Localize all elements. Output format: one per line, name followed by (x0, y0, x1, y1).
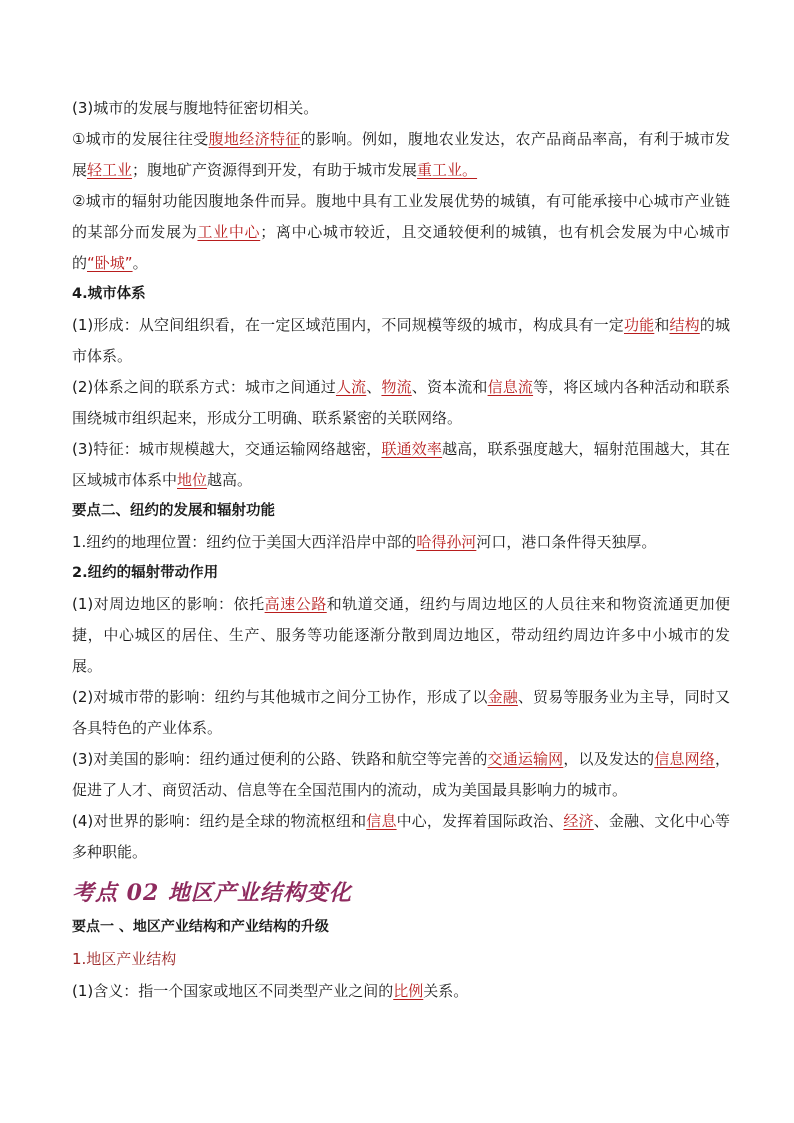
text-segment: 中心，发挥着国际政治、 (396, 812, 564, 830)
text-segment: ；腹地矿产资源得到开发，有助于城市发展 (132, 161, 418, 179)
fill-blank-answer: 高速公路 (264, 595, 327, 613)
fill-blank-answer: 联通效率 (381, 440, 443, 458)
fill-blank-answer: 腹地经济特征 (208, 130, 301, 148)
fill-blank-answer: 信息 (366, 812, 397, 830)
fill-blank-answer: 交通运输网 (487, 750, 564, 768)
text-segment: 、 (366, 378, 382, 396)
fill-blank-answer: 功能 (623, 316, 655, 334)
fill-blank-answer: 地位 (177, 471, 208, 489)
text-segment: ，以及发达的 (563, 750, 655, 768)
text-segment: 考点 02 地区产业结构变化 (72, 880, 352, 906)
text-segment: 关系。 (423, 982, 469, 1000)
paragraph (72, 434, 730, 496)
fill-blank-answer: 比例 (393, 982, 424, 1000)
text-segment: 要点一 、地区产业结构和产业结构的升级 (72, 919, 329, 935)
fill-blank-answer: “卧城” (87, 254, 133, 272)
fill-blank-answer: 信息网络 (654, 750, 715, 768)
text-segment: 、资本流和 (411, 378, 488, 396)
text-segment: (2)对城市带的影响：纽约与其他城市之间分工协作，形成了以 (72, 688, 488, 706)
text-segment: 的城市体系。 (72, 316, 730, 365)
text-segment: 河口，港口条件得天独厚。 (476, 533, 657, 551)
text-segment: (3)城市的发展与腹地特征密切相关。 (72, 99, 319, 117)
paragraph (72, 186, 730, 279)
subheading (72, 912, 730, 942)
text-segment: (1)形成：从空间组织看，在一定区域范围内，不同规模等级的城市，构成具有一定 (72, 316, 624, 334)
text-segment: 越高，联系强度越大，辐射范围越大，其在区域城市体系中 (72, 440, 730, 489)
paragraph (72, 124, 730, 186)
fill-blank-answer: 重工业。 (417, 161, 478, 179)
text-segment: 4.城市体系 (72, 286, 146, 302)
text-segment: 要点二、纽约的发展和辐射功能 (72, 503, 275, 519)
fill-blank-answer: 结构 (669, 316, 700, 334)
text-segment: (2)体系之间的联系方式：城市之间通过 (72, 378, 336, 396)
paragraph (72, 93, 730, 124)
red-heading (72, 942, 730, 976)
text-segment: 1.地区产业结构 (72, 950, 177, 968)
fill-blank-answer: 经济 (563, 812, 594, 830)
text-segment: 2.纽约的辐射带动作用 (72, 565, 219, 581)
section-title (72, 876, 730, 910)
fill-blank-answer: 信息流 (487, 378, 534, 396)
text-segment: ；离中心城市较近，且交通较便利的城镇，也有机会发展为中心城市的 (72, 223, 730, 272)
fill-blank-answer: 金融 (487, 688, 518, 706)
fill-blank-answer: 哈得孙河 (416, 533, 477, 551)
text-segment: (4)对世界的影响：纽约是全球的物流枢纽和 (72, 812, 367, 830)
text-segment: 、贸易等服务业为主导，同时又各具特色的产业体系。 (72, 688, 730, 737)
bold-heading (72, 558, 730, 589)
text-segment: 。 (132, 254, 148, 272)
text-segment: ②城市的辐射功能因腹地条件而异。腹地中具有工业发展优势的城镇，有可能承接中心城市产业链的某部分而发展为 (72, 192, 730, 241)
text-segment: 和轨道交通，纽约与周边地区的人员往来和物资流通更加便捷，中心城区的居住、生产、服务等功能逐渐分散到周边地区，带动纽约周边许多中小城市的发展。 (72, 595, 730, 675)
paragraph (72, 372, 730, 434)
fill-blank-answer: 人流 (335, 378, 367, 396)
fill-blank-answer: 轻工业 (87, 161, 133, 179)
fill-blank-answer: 物流 (381, 378, 412, 396)
paragraph (72, 589, 730, 682)
paragraph (72, 682, 730, 744)
bold-heading (72, 496, 730, 527)
text-segment: (1)对周边地区的影响：依托 (72, 595, 265, 613)
text-segment: (3)特征：城市规模越大，交通运输网络越密， (72, 440, 382, 458)
paragraph (72, 310, 730, 372)
text-segment: 的影响。例如，腹地农业发达，农产品商品率高，有利于城市发展 (72, 130, 730, 179)
paragraph (72, 744, 730, 806)
text-segment: 1.纽约的地理位置：纽约位于美国大西洋沿岸中部的 (72, 533, 417, 551)
fill-blank-answer: 工业中心 (197, 223, 261, 241)
text-segment: 等，将区域内各种活动和联系围绕城市组织起来，形成分工明确、联系紧密的关联网络。 (72, 378, 730, 427)
text-segment: 和 (654, 316, 670, 334)
text-segment: ，促进了人才、商贸活动、信息等在全国范围内的流动，成为美国最具影响力的城市。 (72, 750, 730, 799)
paragraph (72, 976, 730, 1007)
paragraph (72, 527, 730, 558)
paragraph (72, 806, 730, 868)
text-segment: 、金融、文化中心等多种职能。 (72, 812, 730, 861)
text-segment: (3)对美国的影响：纽约通过便利的公路、铁路和航空等完善的 (72, 750, 488, 768)
bold-heading (72, 279, 730, 310)
text-segment: 越高。 (207, 471, 253, 489)
text-segment: ①城市的发展往往受 (72, 130, 209, 148)
text-segment: (1)含义：指一个国家或地区不同类型产业之间的 (72, 982, 394, 1000)
